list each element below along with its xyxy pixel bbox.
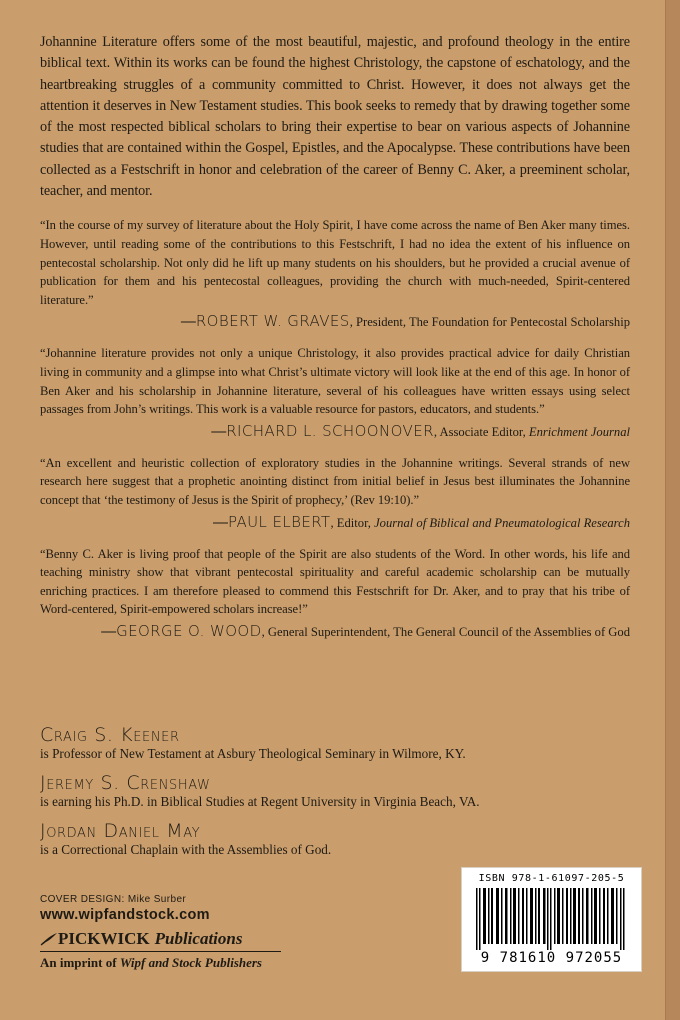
barcode-digits: 9 781610 972055 <box>480 950 623 966</box>
endorsement-attribution: —GEORGE O. WOOD, General Superintendent, The General Council of the Assemblies of God <box>101 621 630 640</box>
editor-name: Jeremy S. Crenshaw <box>40 772 211 794</box>
publisher-name: PICKWICK <box>58 929 150 948</box>
editor-entry <box>40 820 630 858</box>
endorsement-quote: “An excellent and heuristic collection of exploratory studies in the Johannine writings. Several strands of new research here suggest that a prophetic anointing distinct from initial belief in Jesus best illuminates the Johannine concept that ‘the testimony of Jesus is the Spirit of prophecy,’ (Rev 19:10).” <box>40 455 630 507</box>
endorsement <box>40 216 630 330</box>
book-blurb: Johannine Literature offers some of the most beautiful, majestic, and profound theology in the entire biblical text. Within its works can be found the highest Christology, the capstone of eschatology, and the heartbreaking struggles of a community committed to Christ. However, it does not always get the attention it deserves in New Testament studies. This book seeks to remedy that by drawing together some of the most respected biblical scholars to bring their expertise to bear on various aspects of Johannine studies that are contained within the Gospel, Epistles, and the Apocalypse. These contributions have been collected as a Festschrift in honor and celebration of the career of Benny C. Aker, a preeminent scholar, teacher, and mentor. <box>40 34 630 200</box>
editor-name: Jordan Daniel May <box>40 820 201 842</box>
editors-section <box>40 724 630 868</box>
imprint-line: An imprint of Wipf and Stock Publishers <box>40 955 262 970</box>
barcode-bars <box>472 888 631 950</box>
publisher-name-italic: Publications <box>154 929 243 948</box>
endorsement-attribution: —RICHARD L. SCHOONOVER, Associate Editor, Enrichment Journal <box>211 421 630 440</box>
endorsement <box>40 545 630 640</box>
editor-description: is earning his Ph.D. in Biblical Studies at Regent University in Virginia Beach, VA. <box>40 794 480 809</box>
endorser-role: , General Superintendent, The General Council of the Assemblies of God <box>261 624 630 639</box>
cover-design-credit: COVER DESIGN: Mike Surber <box>40 894 187 905</box>
endorser-role: , Associate Editor, <box>433 424 529 439</box>
editor-name: Craig S. Keener <box>40 724 180 746</box>
endorser-name: PAUL ELBERT <box>228 512 331 531</box>
endorsement <box>40 344 630 439</box>
editor-entry <box>40 772 630 810</box>
endorsement-quote: “Benny C. Aker is living proof that people of the Spirit are also students of the Word. In other words, his life and teaching ministry show that vibrant pentecostal spirituality and careful academic scholarship can be mutually enriching practices. I am therefore pleased to commend this Festschrift for Dr. Aker, and to pray that his tribe of Word-centered, Spirit-empowered scholars increase!” <box>40 546 630 617</box>
endorsement-attribution: —PAUL ELBERT, Editor, Journal of Biblical and Pneumatological Research <box>213 512 630 531</box>
endorser-name: GEORGE O. WOOD <box>116 621 262 640</box>
endorser-role: , President, The Foundation for Pentecostal Scholarship <box>349 315 630 330</box>
quill-icon <box>40 932 58 946</box>
endorser-name: ROBERT W. GRAVES <box>195 312 350 331</box>
isbn-barcode <box>461 867 642 972</box>
endorser-name: RICHARD L. SCHOONOVER <box>226 421 434 440</box>
publisher-block <box>40 894 281 971</box>
endorsement-quote: “Johannine literature provides not only a unique Christology, it also provides practical advice for daily Christian living in community and a glimpse into what Christ’s ultimate victory will look like at the end of this age. In honor of Ben Aker and his scholarship in Johannine literature, several of his colleagues have written essays using select passages from John’s writings. This work is a valuable resource for pastors, educators, and students.” <box>40 346 630 417</box>
endorser-role-italic: Enrichment Journal <box>528 424 630 439</box>
editor-description: is a Correctional Chaplain with the Assemblies of God. <box>40 842 332 857</box>
endorser-role: , Editor, <box>330 515 375 530</box>
endorsement-attribution: —ROBERT W. GRAVES, President, The Foundation for Pentecostal Scholarship <box>180 312 630 331</box>
publisher-website: www.wipfandstock.com <box>40 907 210 923</box>
endorsement-quote: “In the course of my survey of literature about the Holy Spirit, I have come across the name of Ben Aker many times. However, until reading some of the contributions to this Festschrift, I had no idea the extent of his influence on pentecostal scholarship. Not only did he lift up many students on his shoulders, but he provided a crucial avenue of publication for them and his pentecostal colleagues, providing the church with much-needed, Spirit-centered literature.” <box>40 218 630 307</box>
spine-edge <box>665 0 680 1020</box>
endorsement <box>40 454 630 531</box>
endorser-role-italic: Journal of Biblical and Pneumatological Research <box>374 515 630 530</box>
editor-description: is Professor of New Testament at Asbury Theological Seminary in Wilmore, KY. <box>40 746 466 761</box>
back-cover-text <box>40 32 630 654</box>
publisher-logo <box>40 929 281 952</box>
editor-entry <box>40 724 630 762</box>
isbn-label: ISBN 978-1-61097-205-5 <box>478 873 625 884</box>
